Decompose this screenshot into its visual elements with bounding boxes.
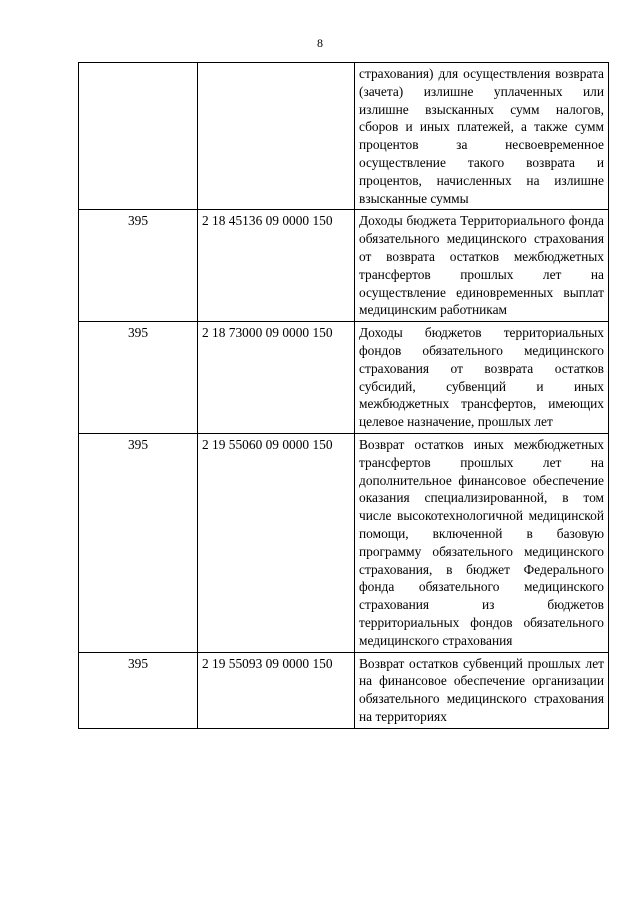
table-row xyxy=(79,63,609,210)
table-row xyxy=(79,433,609,652)
admin-code-cell: 395 xyxy=(79,210,198,322)
budget-code-cell: 2 19 55093 09 0000 150 xyxy=(198,652,355,728)
table-row xyxy=(79,652,609,728)
table-row xyxy=(79,210,609,322)
budget-code-cell: 2 18 45136 09 0000 150 xyxy=(198,210,355,322)
admin-code-cell: 395 xyxy=(79,433,198,652)
description-text: Доходы бюджетов территориальных фондов обязательного медицинского страхования от возврата остатков субсидий, субвенций и иных межбюджетных трансфертов, имеющих целевое назначение, прошлых лет xyxy=(359,325,604,430)
budget-code-cell: 2 18 73000 09 0000 150 xyxy=(198,322,355,434)
description-cell xyxy=(355,433,609,652)
description-text: Возврат остатков субвенций прошлых лет на финансовое обеспечение организации обязательного медицинского страхования на территориях xyxy=(359,655,604,724)
table-row xyxy=(79,322,609,434)
description-text: страхования) для осуществления возврата (зачета) излишне уплаченных или излишне взысканных сумм налогов, сборов и иных платежей, а также сумм процентов за несвоевременное осуществление такого возврата и процентов, начисленных на излишне взысканные суммы xyxy=(359,66,604,206)
budget-code-cell xyxy=(198,63,355,210)
description-text: Возврат остатков иных межбюджетных трансфертов прошлых лет на дополнительное финансовое обеспечение оказания специализированной, в том числе высокотехнологичной медицинской помощи, включенной в базовую программу обязательного медицинского страхования, в бюджет Федерального фонда обязательного медицинского страхования из бюджетов территориальных фондов обязательного медицинского страхования xyxy=(359,436,604,648)
page-number: 8 xyxy=(317,36,323,50)
description-cell xyxy=(355,63,609,210)
description-cell xyxy=(355,652,609,728)
admin-code-cell xyxy=(79,63,198,210)
description-text: Доходы бюджета Территориального фонда обязательного медицинского страхования от возврата остатков межбюджетных трансфертов прошлых лет на осуществление единовременных выплат медицинским работникам xyxy=(359,213,604,318)
admin-code-cell: 395 xyxy=(79,652,198,728)
budget-classification-table xyxy=(78,62,609,729)
budget-code-cell: 2 19 55060 09 0000 150 xyxy=(198,433,355,652)
admin-code-cell: 395 xyxy=(79,322,198,434)
description-cell xyxy=(355,210,609,322)
description-cell xyxy=(355,322,609,434)
